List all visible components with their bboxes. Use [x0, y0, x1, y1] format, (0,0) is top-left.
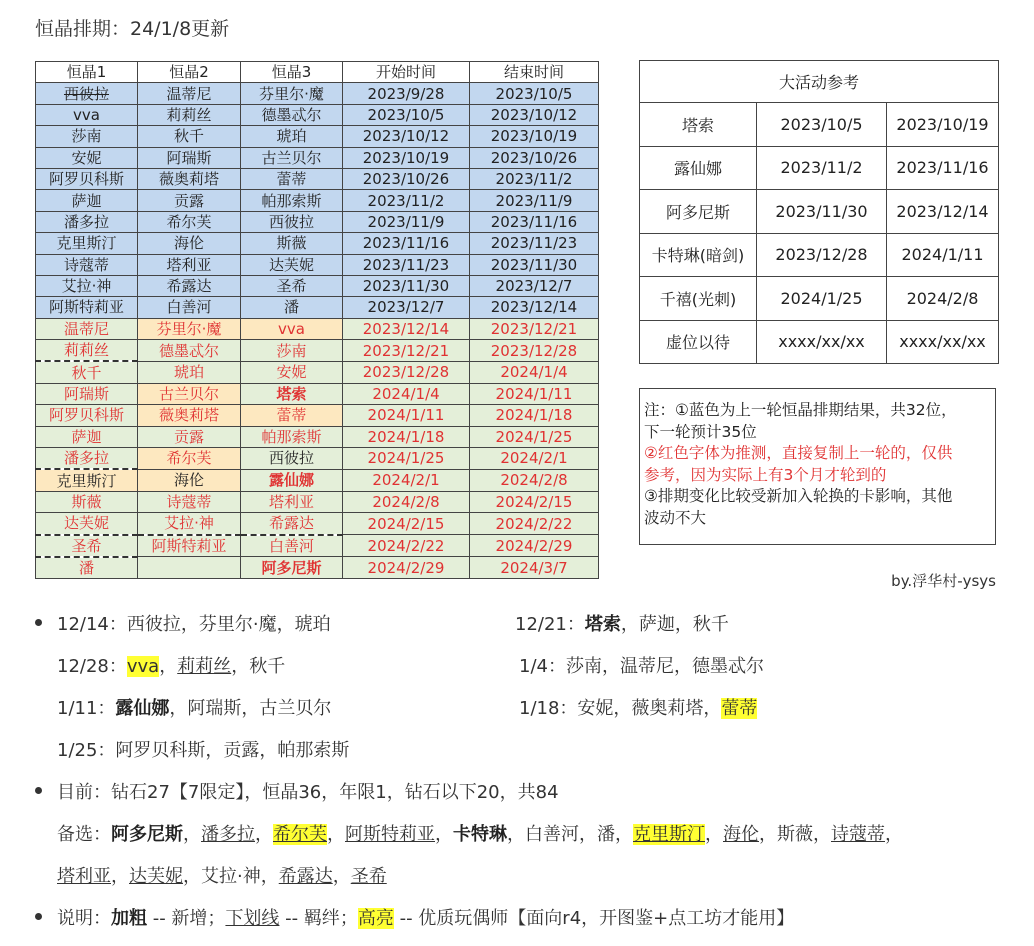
header-cell: 开始时间	[343, 62, 470, 83]
schedule-row	[36, 469, 599, 491]
date-cell: 2023/12/28	[343, 361, 470, 383]
event-name: 虚位以待	[640, 320, 757, 364]
crystal-cell: 贡露	[138, 190, 241, 211]
date-cell: 2024/1/25	[470, 426, 599, 447]
author-credit: by.浮华村-ysys	[891, 572, 996, 590]
date-cell: 2023/10/26	[470, 147, 599, 168]
event-name: 千禧(光刺)	[640, 277, 757, 321]
crystal-cell: 蕾蒂	[241, 405, 343, 426]
date-cell: 2024/1/11	[343, 405, 470, 426]
crystal-cell: 西彼拉	[241, 211, 343, 232]
event-date: 2023/11/2	[757, 146, 887, 190]
crystal-cell: 斯薇	[241, 233, 343, 254]
event-row	[640, 277, 999, 321]
schedule-row	[36, 126, 599, 147]
event-name: 塔索	[640, 103, 757, 147]
backup-list-cont	[57, 862, 387, 888]
date-cell: 2023/12/14	[343, 318, 470, 339]
crystal-cell: 克里斯汀	[36, 233, 138, 254]
highlight-name: 希尔芙	[273, 824, 327, 845]
schedule-row	[36, 275, 599, 296]
date-cell: 2024/2/15	[470, 491, 599, 512]
date-cell: 2023/12/28	[470, 340, 599, 362]
backup-list	[57, 820, 903, 846]
new-name: 阿多尼斯	[111, 824, 183, 845]
date-cell: 2023/10/19	[470, 126, 599, 147]
week-date: 1/25：	[57, 740, 116, 761]
bullet-dot-icon	[35, 913, 42, 920]
new-name: 塔索	[584, 614, 621, 635]
crystal-cell: vva	[36, 104, 138, 125]
event-date: 2024/1/11	[887, 233, 999, 277]
crystal-cell: 希露达	[241, 513, 343, 535]
crystal-cell: 艾拉·神	[36, 275, 138, 296]
week-entry	[57, 652, 285, 678]
separator: ，	[705, 824, 723, 845]
crystal-cell: 莉莉丝	[138, 104, 241, 125]
crystal-cell: 莉莉丝	[36, 340, 138, 362]
separator: ，	[111, 866, 129, 887]
crystal-cell: 阿多尼斯	[241, 557, 343, 579]
crystal-cell: vva	[241, 318, 343, 339]
date-cell: 2023/10/12	[470, 104, 599, 125]
note-line: 下一轮预计35位	[644, 422, 757, 441]
bond-name: 海伦	[723, 824, 759, 845]
crystal-cell: 阿斯特莉亚	[138, 535, 241, 557]
event-name: 卡特琳(暗剑)	[640, 233, 757, 277]
crystal-cell: 安妮	[36, 147, 138, 168]
event-date: xxxx/xx/xx	[887, 320, 999, 364]
crystal-cell: 塔索	[241, 383, 343, 404]
event-date: 2023/10/19	[887, 103, 999, 147]
crystal-cell: 阿瑞斯	[138, 147, 241, 168]
date-cell: 2023/10/26	[343, 168, 470, 189]
schedule-row	[36, 535, 599, 557]
date-cell: 2024/1/4	[470, 361, 599, 383]
crystal-cell: 希尔芙	[138, 448, 241, 470]
page-title: 恒晶排期：24/1/8更新	[35, 18, 230, 40]
header-cell: 结束时间	[470, 62, 599, 83]
legend-text: -- 优质玩偶师【面向r4，开图鉴+点工坊才能用】	[393, 908, 795, 929]
date-cell: 2024/1/25	[343, 448, 470, 470]
crystal-cell: 温蒂尼	[138, 83, 241, 104]
separator: ，	[255, 824, 273, 845]
event-date: 2024/2/8	[887, 277, 999, 321]
events-title: 大活动参考	[640, 61, 999, 103]
date-cell: 2023/11/9	[343, 211, 470, 232]
note-line: 波动不大	[644, 508, 707, 527]
event-date: 2023/12/28	[757, 233, 887, 277]
bond-name: 诗蔻蒂	[831, 824, 885, 845]
crystal-cell: 阿罗贝科斯	[36, 405, 138, 426]
week-names: 西彼拉，芬里尔·魔，琥珀	[126, 614, 331, 635]
separator: ，	[332, 866, 351, 887]
date-cell: 2024/1/18	[343, 426, 470, 447]
schedule-row	[36, 318, 599, 339]
schedule-header-row	[36, 62, 599, 83]
date-cell: 2023/11/9	[470, 190, 599, 211]
event-name: 阿多尼斯	[640, 190, 757, 234]
crystal-cell: 潘多拉	[36, 448, 138, 470]
event-name: 露仙娜	[640, 146, 757, 190]
date-cell: 2024/2/29	[343, 557, 470, 579]
crystal-cell: 莎南	[36, 126, 138, 147]
week-names: 莎南，温蒂尼，德墨忒尔	[565, 656, 764, 677]
week-date: 12/21：	[515, 614, 585, 635]
date-cell: 2023/11/23	[470, 233, 599, 254]
date-cell: 2023/11/30	[470, 254, 599, 275]
date-cell: 2024/2/15	[343, 513, 470, 535]
bond-name: 达芙妮	[129, 866, 183, 887]
week-names: ，秋千	[231, 656, 286, 677]
event-row	[640, 320, 999, 364]
event-date: 2023/10/5	[757, 103, 887, 147]
event-row	[640, 103, 999, 147]
date-cell: 2024/2/29	[470, 535, 599, 557]
crystal-cell: 莎南	[241, 340, 343, 362]
week-date: 12/28：	[57, 656, 127, 677]
crystal-cell: 德墨忒尔	[241, 104, 343, 125]
date-cell: 2023/10/19	[343, 147, 470, 168]
date-cell: 2024/2/22	[343, 535, 470, 557]
week-date: 1/18：	[519, 698, 578, 719]
crystal-cell: 艾拉·神	[138, 513, 241, 535]
crystal-cell: 潘	[241, 297, 343, 318]
crystal-cell: 芬里尔·魔	[241, 83, 343, 104]
date-cell: 2024/2/8	[343, 491, 470, 512]
crystal-cell: 达芙妮	[241, 254, 343, 275]
crystal-cell: 白善河	[241, 535, 343, 557]
bullet-dot-icon	[35, 619, 42, 626]
schedule-row	[36, 383, 599, 404]
crystal-cell: 贡露	[138, 426, 241, 447]
crystal-cell: 西彼拉	[36, 83, 138, 104]
crystal-cell: 诗蔻蒂	[36, 254, 138, 275]
schedule-row	[36, 168, 599, 189]
schedule-row	[36, 557, 599, 579]
highlight-name: vva	[126, 656, 160, 677]
date-cell: 2023/12/14	[470, 297, 599, 318]
crystal-cell: 斯薇	[36, 491, 138, 512]
new-name: 卡特琳	[453, 824, 507, 845]
date-cell: 2024/2/1	[470, 448, 599, 470]
schedule-row	[36, 513, 599, 535]
separator: ，	[435, 824, 453, 845]
week-date: 12/14：	[57, 614, 127, 635]
bond-name: 莉莉丝	[177, 656, 232, 677]
schedule-row	[36, 254, 599, 275]
separator: ，	[159, 656, 178, 677]
week-entry	[519, 694, 757, 720]
crystal-cell: 希露达	[138, 275, 241, 296]
date-cell: 2023/9/28	[343, 83, 470, 104]
bond-name: 圣希	[350, 866, 387, 887]
legend-text: -- 新增；	[147, 908, 226, 929]
backup-label: 备选：	[57, 824, 111, 845]
schedule-row	[36, 405, 599, 426]
crystal-cell: 古兰贝尔	[138, 383, 241, 404]
crystal-cell: 塔利亚	[138, 254, 241, 275]
week-date: 1/4：	[519, 656, 566, 677]
crystal-cell: 阿罗贝科斯	[36, 168, 138, 189]
date-cell: 2023/12/7	[470, 275, 599, 296]
date-cell: 2023/10/12	[343, 126, 470, 147]
date-cell: 2023/11/2	[470, 168, 599, 189]
crystal-cell: 安妮	[241, 361, 343, 383]
crystal-cell	[138, 557, 241, 579]
crystal-cell: 诗蔻蒂	[138, 491, 241, 512]
date-cell: 2023/11/30	[343, 275, 470, 296]
schedule-row	[36, 190, 599, 211]
schedule-row	[36, 147, 599, 168]
crystal-cell: 塔利亚	[241, 491, 343, 512]
schedule-row	[36, 297, 599, 318]
crystal-cell: 秋千	[36, 361, 138, 383]
event-date: 2024/1/25	[757, 277, 887, 321]
crystal-cell: 克里斯汀	[36, 469, 138, 491]
legend-text: -- 羁绊；	[279, 908, 358, 929]
crystal-cell: 希尔芙	[138, 211, 241, 232]
highlight-name: 克里斯汀	[633, 824, 705, 845]
date-cell: 2023/11/23	[343, 254, 470, 275]
event-row	[640, 146, 999, 190]
separator: ，艾拉·神，	[183, 866, 279, 887]
date-cell: 2024/2/1	[343, 469, 470, 491]
header-cell: 恒晶2	[138, 62, 241, 83]
date-cell: 2023/12/7	[343, 297, 470, 318]
schedule-table	[35, 61, 599, 579]
bond-name: 潘多拉	[201, 824, 255, 845]
week-date: 1/11：	[57, 698, 116, 719]
crystal-cell: 德墨忒尔	[138, 340, 241, 362]
event-date: xxxx/xx/xx	[757, 320, 887, 364]
header-cell: 恒晶3	[241, 62, 343, 83]
date-cell: 2024/2/22	[470, 513, 599, 535]
crystal-cell: 秋千	[138, 126, 241, 147]
crystal-cell: 阿瑞斯	[36, 383, 138, 404]
schedule-row	[36, 340, 599, 362]
schedule-row	[36, 361, 599, 383]
schedule-row	[36, 491, 599, 512]
date-cell: 2023/10/5	[343, 104, 470, 125]
separator: ，	[183, 824, 201, 845]
week-entry	[519, 652, 764, 678]
schedule-row	[36, 104, 599, 125]
crystal-cell: 温蒂尼	[36, 318, 138, 339]
date-cell: 2024/3/7	[470, 557, 599, 579]
events-table	[639, 60, 999, 364]
crystal-cell: 琥珀	[241, 126, 343, 147]
date-cell: 2023/11/16	[470, 211, 599, 232]
bond-name: 塔利亚	[57, 866, 111, 887]
crystal-cell: 圣希	[36, 535, 138, 557]
separator: ，	[885, 824, 903, 845]
note-line: ②红色字体为推测，直接复制上一轮的，仅供	[644, 444, 953, 462]
note-line: 注：①蓝色为上一轮恒晶排期结果，共32位，	[644, 401, 957, 419]
event-row	[640, 190, 999, 234]
crystal-cell: 薇奥莉塔	[138, 168, 241, 189]
schedule-row	[36, 426, 599, 447]
week-names: ，阿瑞斯，古兰贝尔	[169, 698, 332, 719]
crystal-cell: 海伦	[138, 469, 241, 491]
crystal-cell: 帕那索斯	[241, 190, 343, 211]
schedule-row	[36, 448, 599, 470]
week-entry	[515, 610, 729, 636]
highlight-name: 蕾蒂	[721, 698, 758, 719]
crystal-cell: 潘	[36, 557, 138, 579]
bond-name: 阿斯特莉亚	[345, 824, 435, 845]
event-date: 2023/12/14	[887, 190, 999, 234]
legend-bold: 加粗	[111, 908, 147, 929]
week-entry	[57, 610, 331, 636]
crystal-cell: 露仙娜	[241, 469, 343, 491]
date-cell: 2023/11/2	[343, 190, 470, 211]
date-cell: 2023/10/5	[470, 83, 599, 104]
week-names: ，萨迦，秋千	[620, 614, 729, 635]
crystal-cell: 琥珀	[138, 361, 241, 383]
week-names: 安妮，薇奥莉塔，	[577, 698, 722, 719]
crystal-cell: 蕾蒂	[241, 168, 343, 189]
legend-label: 说明：	[57, 908, 111, 929]
crystal-cell: 潘多拉	[36, 211, 138, 232]
crystal-cell: 薇奥莉塔	[138, 405, 241, 426]
separator: ，	[327, 824, 345, 845]
crystal-cell: 圣希	[241, 275, 343, 296]
bullet-dot-icon	[35, 787, 42, 794]
date-cell: 2024/2/8	[470, 469, 599, 491]
crystal-cell: 阿斯特莉亚	[36, 297, 138, 318]
date-cell: 2023/11/16	[343, 233, 470, 254]
week-entry	[57, 736, 349, 762]
separator: ，白善河，潘，	[507, 824, 633, 845]
event-date: 2023/11/16	[887, 146, 999, 190]
bond-name: 希露达	[278, 866, 333, 887]
note-line: 参考，因为实际上有3个月才轮到的	[644, 465, 887, 484]
schedule-row	[36, 83, 599, 104]
crystal-cell: 帕那索斯	[241, 426, 343, 447]
note-line: ③排期变化比较受新加入轮换的卡影响，其他	[644, 487, 953, 505]
legend-underline: 下划线	[225, 908, 280, 929]
date-cell: 2024/1/18	[470, 405, 599, 426]
events-title-row	[640, 61, 999, 103]
crystal-cell: 白善河	[138, 297, 241, 318]
date-cell: 2024/1/11	[470, 383, 599, 404]
crystal-cell: 达芙妮	[36, 513, 138, 535]
crystal-cell: 芬里尔·魔	[138, 318, 241, 339]
crystal-cell: 海伦	[138, 233, 241, 254]
new-name: 露仙娜	[115, 698, 170, 719]
date-cell: 2023/12/21	[470, 318, 599, 339]
notes-box	[639, 388, 996, 545]
crystal-cell: 萨迦	[36, 426, 138, 447]
event-date: 2023/11/30	[757, 190, 887, 234]
schedule-row	[36, 211, 599, 232]
week-names: 阿罗贝科斯，贡露，帕那索斯	[115, 740, 350, 761]
week-entry	[57, 694, 331, 720]
schedule-row	[36, 233, 599, 254]
event-row	[640, 233, 999, 277]
legend-highlight: 高亮	[357, 908, 394, 929]
crystal-cell: 西彼拉	[241, 448, 343, 470]
separator: ，斯薇，	[759, 824, 831, 845]
date-cell: 2023/12/21	[343, 340, 470, 362]
crystal-cell: 古兰贝尔	[241, 147, 343, 168]
date-cell: 2024/1/4	[343, 383, 470, 404]
crystal-cell: 萨迦	[36, 190, 138, 211]
legend-line	[57, 904, 794, 930]
header-cell: 恒晶1	[36, 62, 138, 83]
current-status: 目前：钻石27【7限定】，恒晶36，年限1，钻石以下20，共84	[57, 782, 559, 803]
